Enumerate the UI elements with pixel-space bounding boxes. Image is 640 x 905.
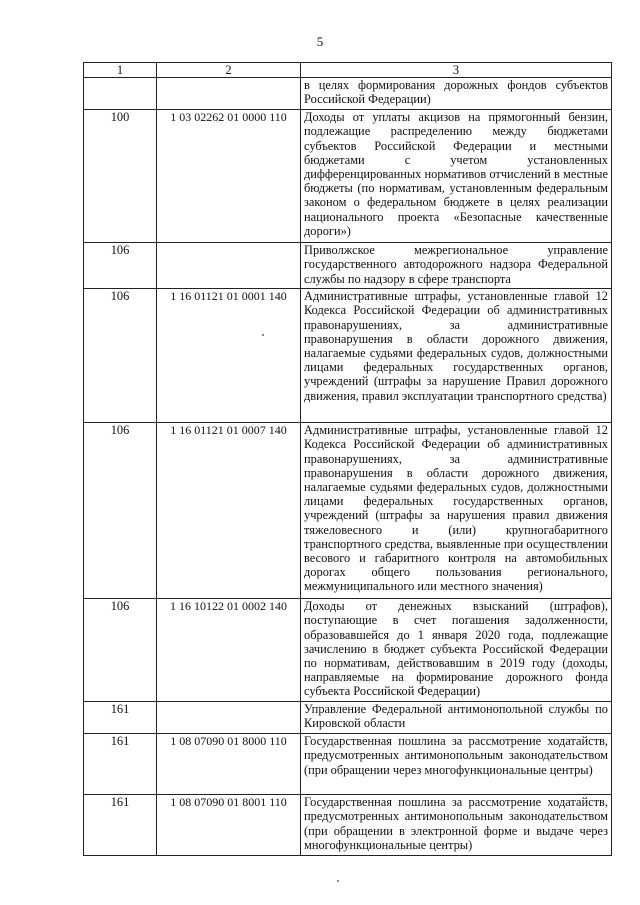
budget-classification-table bbox=[83, 62, 612, 856]
table-row bbox=[84, 795, 612, 856]
budget-code bbox=[157, 702, 301, 734]
revenue-name: в целях формирования дорожных фондов субъектов Российской Федерации) bbox=[301, 78, 612, 110]
table-row bbox=[84, 78, 612, 110]
budget-code: 1 16 10122 01 0002 140 bbox=[157, 599, 301, 702]
table-row bbox=[84, 243, 612, 289]
budget-code bbox=[157, 78, 301, 110]
revenue-name: Доходы от уплаты акцизов на прямогонный бензин, подлежащие распределению между бюджетами субъектов Российской Федерации и местными бюджетами с учетом установленных дифференцированных нормативов отчислений в местные бюджеты (по нормативам, установленным федеральным законом о федеральном бюджете в целях реализации национального проекта «Безопасные качественные дороги») bbox=[301, 110, 612, 243]
column-number-3: 3 bbox=[301, 63, 612, 78]
revenue-name: Административные штрафы, установленные главой 12 Кодекса Российской Федерации об административных правонарушениях, за административные правонарушения в области дорожного движения, налагаемые судьями федеральных судов, должностными лицами федеральных государственных органов, учреждений (штрафы за нарушения правил движения тяжеловесного и (или) крупногабаритного транспортного средства, выявленные при осуществлении весового и габаритного контроля на автомобильных дорогах общего пользования регионального, межмуниципального или местного значения) bbox=[301, 423, 612, 599]
budget-code: 1 16 01121 01 0007 140 bbox=[157, 423, 301, 599]
admin-code: 106 bbox=[84, 599, 157, 702]
admin-code: 106 bbox=[84, 423, 157, 599]
revenue-name: Административные штрафы, установленные главой 12 Кодекса Российской Федерации об административных правонарушениях, за административные правонарушения в области дорожного движения, налагаемые судьями федеральных судов, должностными лицами федеральных государственных органов, учреждений (штрафы за нарушение Правил дорожного движения, правил эксплуатации транспортного средства) bbox=[301, 289, 612, 423]
scan-speck bbox=[337, 880, 339, 882]
table-row bbox=[84, 423, 612, 599]
admin-code: 161 bbox=[84, 795, 157, 856]
admin-code bbox=[84, 78, 157, 110]
table-header-row bbox=[84, 63, 612, 78]
revenue-name: Государственная пошлина за рассмотрение ходатайств, предусмотренных антимонопольным законодательством (при обращении через многофункциональные центры) bbox=[301, 734, 612, 795]
page-number: 5 bbox=[316, 34, 324, 49]
revenue-name: Государственная пошлина за рассмотрение ходатайств, предусмотренных антимонопольным законодательством (при обращении в электронной форме и выдаче через многофункциональные центры) bbox=[301, 795, 612, 856]
budget-code: 1 03 02262 01 0000 110 bbox=[157, 110, 301, 243]
budget-code: 1 16 01121 01 0001 140 bbox=[157, 289, 301, 423]
budget-code: 1 08 07090 01 8001 110 bbox=[157, 795, 301, 856]
budget-code: 1 08 07090 01 8000 110 bbox=[157, 734, 301, 795]
budget-code bbox=[157, 243, 301, 289]
admin-code: 106 bbox=[84, 289, 157, 423]
scan-speck bbox=[262, 334, 264, 336]
table-row bbox=[84, 734, 612, 795]
admin-code: 161 bbox=[84, 702, 157, 734]
admin-code: 106 bbox=[84, 243, 157, 289]
table-row bbox=[84, 110, 612, 243]
admin-code: 161 bbox=[84, 734, 157, 795]
revenue-name: Управление Федеральной антимонопольной службы по Кировской области bbox=[301, 702, 612, 734]
table-row bbox=[84, 702, 612, 734]
table-row bbox=[84, 599, 612, 702]
revenue-name: Приволжское межрегиональное управление государственного автодорожного надзора Федеральной службы по надзору в сфере транспорта bbox=[301, 243, 612, 289]
admin-code: 100 bbox=[84, 110, 157, 243]
table-row bbox=[84, 289, 612, 423]
revenue-name: Доходы от денежных взысканий (штрафов), поступающие в счет погашения задолженности, образовавшейся до 1 января 2020 года, подлежащие зачислению в бюджет субъекта Российской Федерации по нормативам, действовавшим в 2019 году (доходы, направляемые на формирование дорожного фонда субъекта Российской Федерации) bbox=[301, 599, 612, 702]
column-number-1: 1 bbox=[84, 63, 157, 78]
column-number-2: 2 bbox=[157, 63, 301, 78]
